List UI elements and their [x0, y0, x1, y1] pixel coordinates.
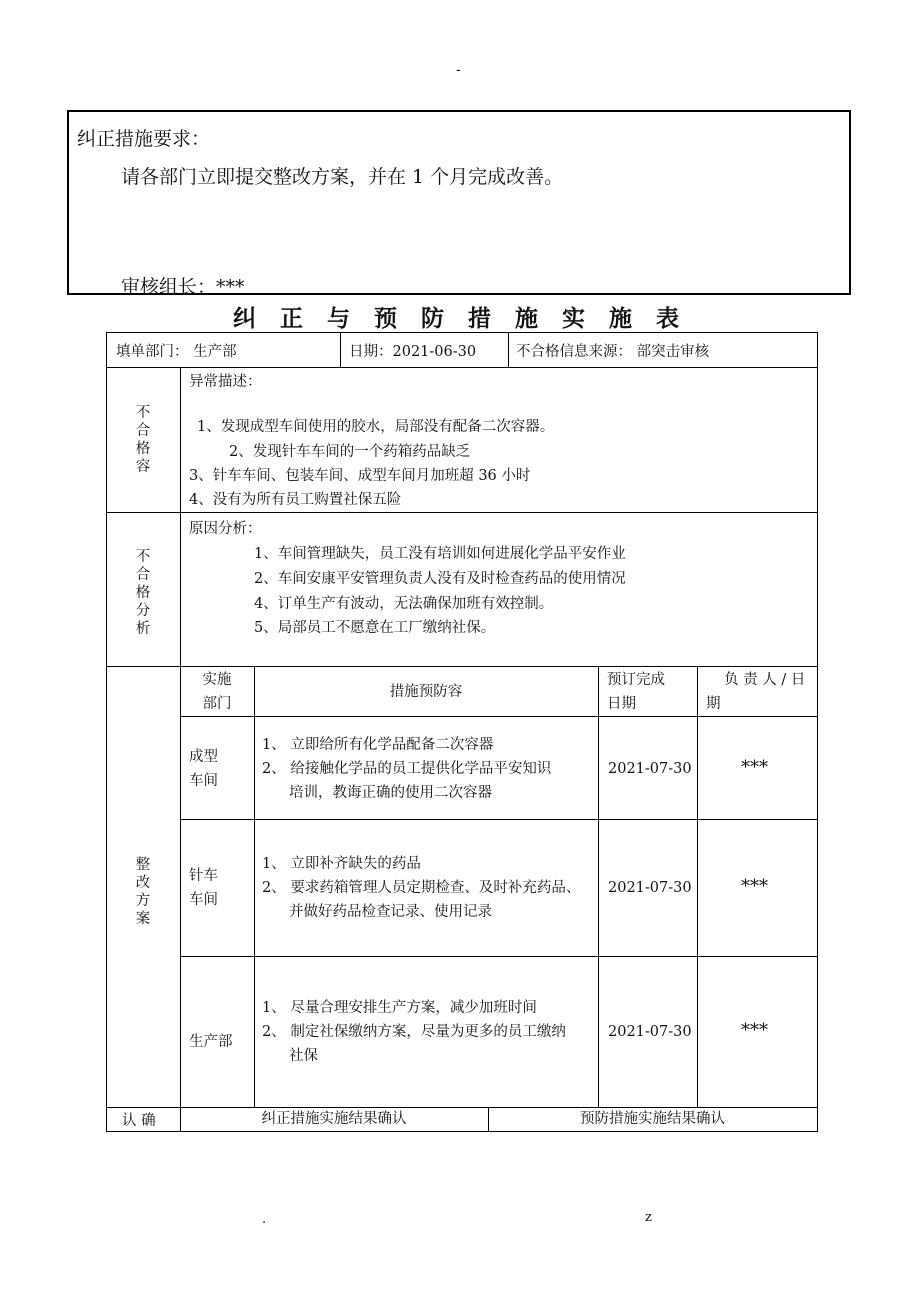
row-due-date: 2021-07-30	[608, 761, 692, 777]
nonconformity-item: 4、没有为所有员工购置社保五险	[189, 492, 402, 508]
corrective-confirm: 纠正措施实施结果确认	[261, 1111, 407, 1127]
row-dept: 针车 车间	[189, 868, 218, 908]
row-owner: ***	[741, 876, 768, 897]
row-dept: 生产部	[189, 1034, 233, 1050]
nonconformity-item: 2、发现针车车间的一个药箱药品缺乏	[229, 444, 471, 460]
analysis-heading: 原因分析：	[189, 521, 262, 537]
footer-dot: .	[262, 1212, 267, 1227]
header-measures: 措施预防容	[389, 684, 463, 700]
analysis-item: 1、车间管理缺失，员工没有培训如何进展化学品平安作业	[254, 546, 626, 562]
footer-z: z	[645, 1210, 652, 1225]
requirement-title: 纠正措施要求：	[77, 128, 211, 150]
row-due-date: 2021-07-30	[608, 880, 692, 896]
plan-label: 整 改 方 案	[135, 857, 151, 927]
header-mark: -	[456, 62, 461, 78]
fill-date: 日期：2021-06-30	[349, 344, 477, 360]
row-measures: 1、 立即给所有化学品配备二次容器 2、 给接触化学品的员工提供化学品平安知识 培训，教诲正确的使用二次容器	[262, 737, 552, 801]
analysis-item: 5、局部员工不愿意在工厂缴纳社保。	[254, 620, 496, 636]
table-title: 纠 正 与 预 防 措 施 实 施 表	[232, 305, 688, 332]
row-owner: ***	[741, 1020, 768, 1041]
nonconformity-item: 1、发现成型车间使用的胶水，局部没有配备二次容器。	[197, 419, 555, 435]
row-owner: ***	[741, 757, 768, 778]
preventive-confirm: 预防措施实施结果确认	[580, 1111, 725, 1127]
requirement-body: 请各部门立即提交整改方案，并在 1 个月完成改善。	[121, 166, 564, 188]
analysis-label: 不 合 格 分 析	[135, 549, 151, 637]
fill-department: 填单部门： 生产部	[116, 344, 237, 360]
audit-leader: 审核组长：***	[121, 276, 245, 298]
row-measures: 1、 立即补齐缺失的药品 2、 要求药箱管理人员定期检查、及时补充药品、 并做好药品检查记录、使用记录	[262, 856, 581, 920]
analysis-item: 4、订单生产有波动，无法确保加班有效控制。	[254, 596, 554, 612]
nonconformity-source: 不合格信息来源： 部突击审核	[516, 344, 710, 360]
header-due-date: 预订完成 日期	[607, 672, 665, 712]
confirm-label: 认 确	[122, 1113, 156, 1129]
nonconformity-heading: 异常描述：	[189, 374, 262, 390]
analysis-item: 2、车间安康平安管理负责人没有及时检查药品的使用情况	[254, 571, 626, 587]
nonconformity-item: 3、针车车间、包装车间、成型车间月加班超 36 小时	[189, 468, 531, 484]
row-measures: 1、 尽量合理安排生产方案，减少加班时间 2、 制定社保缴纳方案，尽量为更多的员工缴纳 社保	[262, 1000, 566, 1064]
row-dept: 成型 车间	[189, 749, 218, 789]
corrective-requirement-box	[67, 110, 851, 298]
header-owner: 负 责 人 / 日 期	[706, 672, 806, 712]
nonconformity-label: 不 合 格 容	[135, 405, 151, 475]
row-due-date: 2021-07-30	[608, 1024, 692, 1040]
header-dept: 实施 部门	[202, 672, 232, 712]
